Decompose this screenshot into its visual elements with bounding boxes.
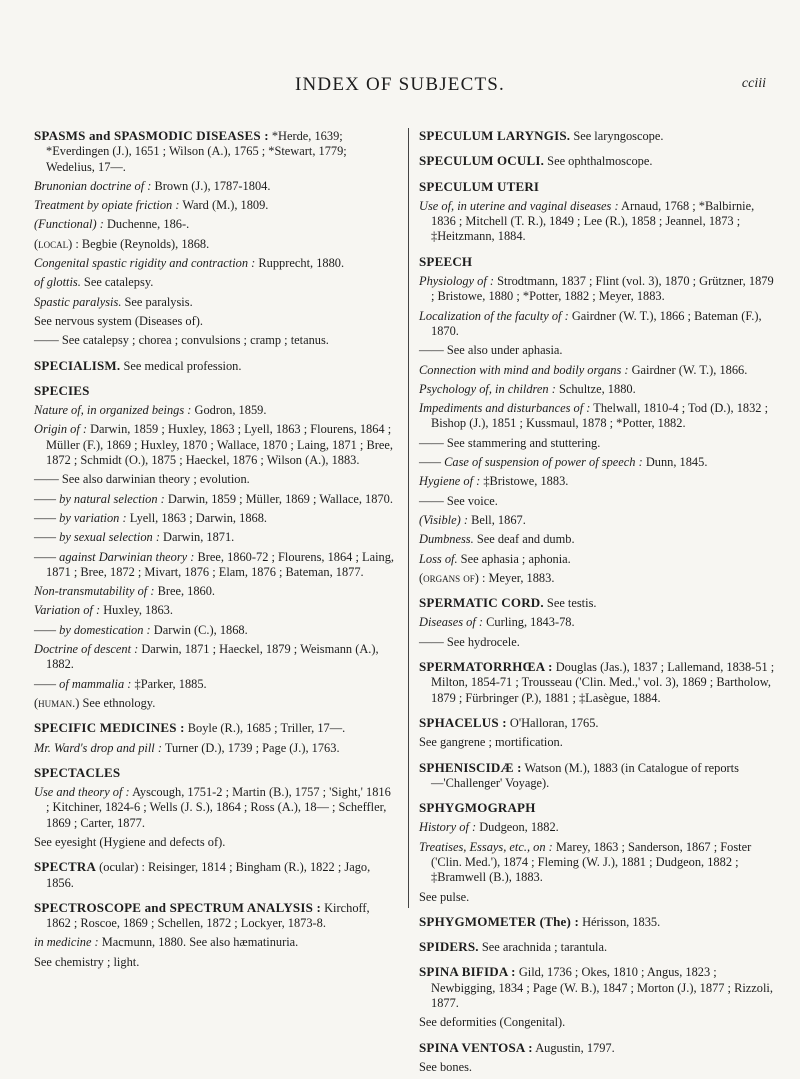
entry-text: —— See also darwinian theory ; evolution. (34, 472, 250, 487)
entry-subheading: —— against Darwinian theory : (34, 549, 195, 564)
entry-text: Brown (J.), 1787-1804. (151, 178, 271, 193)
entry-text: See deformities (Congenital). (419, 1015, 566, 1030)
entry-text: —— See also under aphasia. (419, 343, 563, 358)
entry-text: Gairdner (W. T.), 1866. (628, 362, 748, 377)
entry-text: Arnaud, 1768 ; *Balbirnie, 1836 ; Mitchell (T. R.), 1849 ; Lee (R.), 1858 ; Jeannel, 1873 ; ‡Heitzmann, 1884. (431, 198, 755, 244)
index-entry (419, 128, 779, 144)
index-entry (419, 715, 779, 731)
entry-subheading: Loss of. (419, 551, 458, 566)
index-entry (34, 179, 394, 194)
entry-text: See bones. (419, 1059, 472, 1074)
entry-subheading: Use and theory of : (34, 785, 130, 800)
entry-text: (ocular) : Reisinger, 1814 ; Bingham (R.), 1822 ; Jago, 1856. (46, 860, 371, 890)
index-entry (419, 635, 779, 650)
entry-text: Begbie (Reynolds), 1868. (78, 236, 210, 251)
entry-text: Boyle (R.), 1685 ; Triller, 17—. (184, 721, 346, 736)
entry-text: Douglas (Jas.), 1837 ; Lallemand, 1838-51 ; Milton, 1854-71 ; Trousseau ('Clin. Med.,' vol. 3), 1869 ; Bartholow, 1879 ; Fürbringer (P.), 1881 ; ‡Lasègue, 1884. (431, 660, 775, 705)
index-entry (419, 890, 779, 905)
entry-subheading: (Visible) : (419, 512, 468, 527)
entry-text: Bree, 1860. (154, 584, 216, 599)
index-entry (34, 765, 394, 781)
entry-heading: SPECIALISM. (34, 357, 121, 373)
entry-see-label: (local) : (34, 236, 79, 251)
entry-subheading: —— by natural selection : (34, 491, 165, 506)
entry-text: See pulse. (419, 889, 470, 904)
entry-subheading: Dumbness. (419, 532, 474, 547)
entry-text: Meyer, 1883. (485, 570, 555, 585)
entry-subheading: History of : (419, 820, 477, 835)
index-entry (419, 1040, 779, 1056)
entry-text: See ophthalmoscope. (544, 154, 653, 169)
entry-subheading: Non-transmutability of : (34, 584, 155, 599)
index-entry (419, 274, 779, 305)
entry-text: Watson (M.), 1883 (in Catalogue of reports—'Challenger' Voyage). (431, 760, 739, 790)
page-header (34, 74, 766, 102)
index-entry (34, 217, 394, 232)
entry-text: See aphasia ; aphonia. (457, 551, 571, 566)
entry-text: Darwin, 1871 ; Haeckel, 1879 ; Weismann (A.), 1882. (46, 642, 379, 672)
entry-subheading: Diseases of : (419, 615, 484, 630)
index-entry (419, 494, 779, 509)
entry-text: See nervous system (Diseases of). (34, 313, 203, 328)
entry-heading: SPECTRA (34, 859, 97, 875)
entry-heading: SPECULUM OCULI. (419, 153, 545, 169)
entry-subheading: —— by domestication : (34, 622, 151, 637)
index-entry (34, 403, 394, 418)
entry-see-label: (organs of) : (419, 570, 486, 585)
index-entry (34, 530, 394, 545)
entry-text: Turner (D.), 1739 ; Page (J.), 1763. (161, 740, 340, 755)
entry-text: ‡Parker, 1885. (131, 676, 207, 691)
left-column (34, 128, 394, 974)
index-entry (34, 935, 394, 950)
entry-subheading: Brunonian doctrine of : (34, 178, 152, 193)
entry-subheading: —— Case of suspension of power of speech : (419, 455, 643, 470)
entry-text: O'Halloran, 1765. (506, 715, 599, 730)
index-entry (34, 642, 394, 673)
entry-text: See arachnida ; tarantula. (478, 940, 608, 955)
entry-text: ‡Bristowe, 1883. (480, 474, 569, 489)
entry-text: Macmunn, 1880. See also hæmatinuria. (98, 935, 299, 950)
entry-text: Curling, 1843-78. (483, 615, 575, 630)
index-entry (34, 295, 394, 310)
entry-text: Huxley, 1863. (100, 603, 173, 618)
index-entry (34, 472, 394, 487)
entry-subheading: Congenital spastic rigidity and contraction : (34, 256, 256, 271)
index-entry (34, 741, 394, 756)
index-entry (34, 859, 394, 891)
entry-subheading: Treatises, Essays, etc., on : (419, 839, 553, 854)
entry-text: Thelwall, 1810-4 ; Tod (D.), 1832 ; Bishop (J.), 1851 ; Kussmaul, 1878 ; *Potter, 1882. (431, 401, 769, 431)
entry-heading: SPECULUM LARYNGIS. (419, 128, 571, 143)
index-entry (419, 659, 779, 706)
index-entry (34, 550, 394, 581)
entry-subheading: —— of mammalia : (34, 676, 132, 691)
index-entry (419, 309, 779, 340)
index-entry (419, 532, 779, 547)
entry-subheading: Hygiene of : (419, 474, 481, 489)
index-entry (34, 511, 394, 526)
index-entry (419, 179, 779, 195)
entry-text: See deaf and dumb. (473, 532, 575, 547)
entry-text: Ayscough, 1751-2 ; Martin (B.), 1757 ; 'Sight,' 1816 ; Kitchiner, 1824-6 ; Wells (J. S.), 1864 ; Ross (A.), 18— ; Scheffler, 1869 ; Carter, 1877. (46, 785, 391, 830)
index-entry (34, 383, 394, 399)
entry-text: Darwin (C.), 1868. (150, 622, 248, 637)
entry-text: See laryngoscope. (570, 129, 664, 143)
index-entry (34, 584, 394, 599)
entry-subheading: Origin of : (34, 422, 88, 437)
entry-subheading: in medicine : (34, 935, 99, 950)
index-entry (34, 720, 394, 736)
index-entry (34, 603, 394, 618)
index-entry (419, 401, 779, 432)
index-entry (419, 254, 779, 270)
entry-text: Rupprecht, 1880. (255, 256, 345, 271)
index-entry (419, 760, 779, 792)
entry-text: Hérisson, 1835. (579, 914, 661, 929)
entry-text: *Herde, 1639; *Everdingen (J.), 1651 ; Wilson (A.), 1765 ; *Stewart, 1779; Wedelius, 17—. (46, 129, 347, 174)
index-entry (419, 199, 779, 245)
index-entry (419, 343, 779, 358)
index-entry (419, 964, 779, 1011)
entry-text: Marey, 1863 ; Sanderson, 1867 ; Foster ('Clin. Med.'), 1874 ; Fleming (W. J.), 1881 ; Dudgeon, 1882 ; ‡Bramwell (B.), 1883. (431, 839, 752, 885)
entry-text: See eyesight (Hygiene and defects of). (34, 834, 226, 849)
index-entry (419, 1060, 779, 1075)
right-column (419, 128, 779, 1079)
entry-text: Lyell, 1863 ; Darwin, 1868. (126, 510, 268, 525)
entry-subheading: of glottis. (34, 275, 81, 290)
index-entry (419, 939, 779, 955)
entry-subheading: (Functional) : (34, 217, 104, 232)
index-entry (34, 677, 394, 692)
index-entry (34, 785, 394, 831)
entry-subheading: Impediments and disturbances of : (419, 401, 591, 416)
entry-subheading: Use of, in uterine and vaginal diseases : (419, 198, 619, 213)
index-entry (34, 275, 394, 290)
entry-text: Schultze, 1880. (555, 381, 636, 396)
entry-subheading: —— by sexual selection : (34, 530, 160, 545)
entry-subheading: Psychology of, in children : (419, 381, 556, 396)
index-entry (34, 198, 394, 213)
entry-text: See chemistry ; light. (34, 954, 140, 969)
entry-heading: SPECULUM UTERI (419, 178, 540, 194)
entry-text: Ward (M.), 1809. (179, 198, 269, 213)
entry-subheading: Mr. Ward's drop and pill : (34, 740, 162, 755)
entry-heading: SPINA BIFIDA : (419, 964, 516, 980)
index-entry (34, 128, 394, 175)
entry-text: See gangrene ; mortification. (419, 735, 563, 750)
index-entry (34, 422, 394, 468)
entry-subheading: —— by variation : (34, 510, 127, 525)
entry-heading: SPERMATIC CORD. (419, 595, 544, 611)
entry-text: —— See stammering and stuttering. (419, 435, 601, 450)
entry-heading: SPHYGMOGRAPH (419, 800, 536, 816)
entry-subheading: Variation of : (34, 603, 101, 618)
entry-text: —— See voice. (419, 493, 498, 508)
index-entry (419, 840, 779, 886)
entry-text: Dudgeon, 1882. (476, 820, 559, 835)
entry-text: Kirchoff, 1862 ; Roscoe, 1869 ; Schellen, 1872 ; Lockyer, 1873-8. (46, 900, 370, 931)
entry-text: Bell, 1867. (467, 512, 526, 527)
index-entry (34, 955, 394, 970)
entry-heading: SPECIES (34, 382, 90, 398)
column-divider (408, 128, 409, 908)
entry-subheading: Treatment by opiate friction : (34, 198, 180, 213)
index-entry (34, 492, 394, 507)
index-entry (419, 735, 779, 750)
entry-subheading: Nature of, in organized beings : (34, 403, 192, 418)
entry-text: Augustin, 1797. (532, 1040, 615, 1055)
index-entry (419, 382, 779, 397)
index-entry (419, 800, 779, 816)
entry-text: Darwin, 1871. (159, 530, 235, 545)
entry-subheading: Physiology of : (419, 274, 495, 289)
index-entry (419, 552, 779, 567)
index-entry (419, 820, 779, 835)
entry-heading: SPIDERS. (419, 939, 479, 955)
index-entry (34, 623, 394, 638)
index-entry (34, 358, 394, 374)
entry-heading: SPECIFIC MEDICINES : (34, 720, 185, 736)
entry-text: See paralysis. (121, 294, 193, 309)
entry-heading: SPERMATORRHŒA : (419, 659, 553, 675)
index-entry (419, 1015, 779, 1030)
page-number: cciii (741, 76, 766, 91)
entry-heading: SPHENISCIDÆ : (419, 759, 522, 775)
index-entry (419, 436, 779, 451)
entry-text: Gairdner (W. T.), 1866 ; Bateman (F.), 1870. (431, 308, 762, 338)
index-entry (419, 615, 779, 630)
entry-text: Duchenne, 186-. (103, 217, 190, 232)
index-entry (419, 513, 779, 528)
index-entry (34, 835, 394, 850)
entry-text: Gild, 1736 ; Okes, 1810 ; Angus, 1823 ; Newbigging, 1834 ; Page (W. B.), 1847 ; Morton (J.), 1877 ; Rizzoli, 1877. (431, 965, 773, 1011)
entry-subheading: Connection with mind and bodily organs : (419, 362, 629, 377)
entry-heading: SPHACELUS : (419, 714, 507, 730)
entry-text: Godron, 1859. (191, 403, 267, 418)
index-entry (419, 595, 779, 611)
index-entry (419, 455, 779, 470)
index-entry (419, 571, 779, 586)
entry-heading: SPECTROSCOPE and SPECTRUM ANALYSIS : (34, 899, 322, 915)
entry-text: —— See catalepsy ; chorea ; convulsions ; cramp ; tetanus. (34, 333, 329, 348)
entry-heading: SPEECH (419, 253, 473, 269)
entry-subheading: Spastic paralysis. (34, 294, 122, 309)
running-title: INDEX OF SUBJECTS. (294, 74, 506, 95)
entry-heading: SPECTACLES (34, 764, 121, 780)
index-entry (419, 153, 779, 169)
index-entry (34, 333, 394, 348)
index-entry (419, 363, 779, 378)
entry-subheading: Doctrine of descent : (34, 642, 139, 657)
index-entry (419, 474, 779, 489)
entry-text: —— See hydrocele. (419, 634, 520, 649)
entry-text: See medical profession. (120, 358, 242, 373)
entry-text: Bree, 1860-72 ; Flourens, 1864 ; Laing, 1871 ; Bree, 1872 ; Mivart, 1876 ; Elam, 1876 ; Bateman, 1877. (46, 549, 395, 579)
entry-see-label: (human.) (34, 695, 80, 710)
index-entry (34, 237, 394, 252)
entry-text: Darwin, 1859 ; Huxley, 1863 ; Lyell, 1863 ; Flourens, 1864 ; Müller (F.), 1869 ; Huxley, 1870 ; Wallace, 1870 ; Laing, 1871 ; Bree, 1872 ; Schmidt (O.), 1875 ; Haeckel, 1876 ; Wilson (A.), 1883. (46, 422, 393, 468)
index-entry (34, 256, 394, 271)
index-entry (34, 696, 394, 711)
entry-heading: SPHYGMOMETER (The) : (419, 913, 579, 929)
index-entry (34, 900, 394, 932)
entry-heading: SPINA VENTOSA : (419, 1039, 533, 1055)
index-entry (34, 314, 394, 329)
entry-text: Strodtmann, 1837 ; Flint (vol. 3), 1870 ; Grützner, 1879 ; Bristowe, 1880 ; *Potter, 1882 ; Meyer, 1883. (431, 274, 774, 304)
entry-text: See testis. (543, 596, 597, 611)
entry-heading: SPASMS and SPASMODIC DISEASES : (34, 128, 269, 143)
entry-text: Dunn, 1845. (642, 455, 708, 470)
entry-text: Darwin, 1859 ; Müller, 1869 ; Wallace, 1870. (164, 491, 393, 506)
index-entry (419, 914, 779, 930)
entry-text: See catalepsy. (80, 275, 154, 290)
entry-text: See ethnology. (79, 695, 156, 710)
entry-subheading: Localization of the faculty of : (419, 308, 569, 323)
